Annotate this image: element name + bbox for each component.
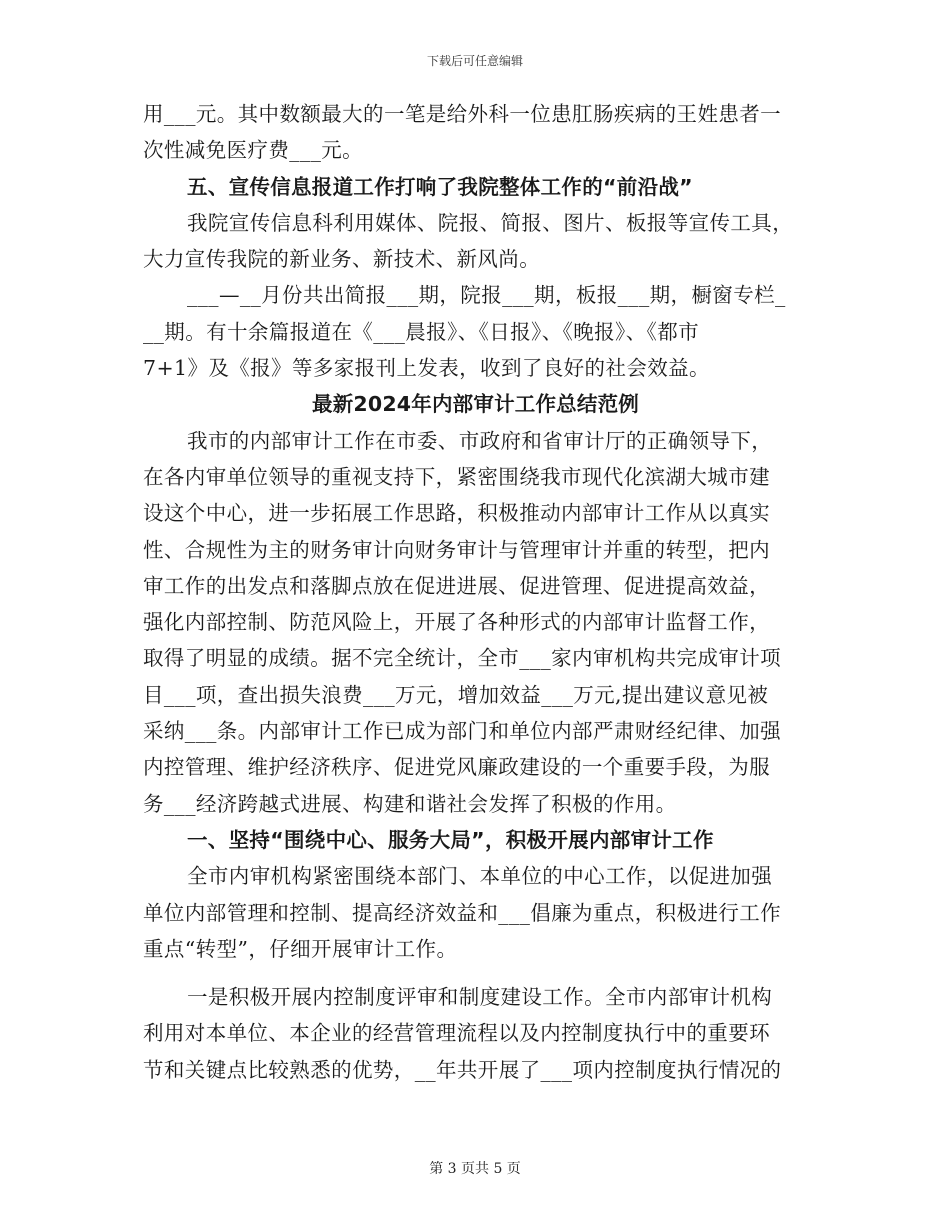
paragraph-line: 性、合规性为主的财务审计向财务审计与管理审计并重的转型，把内 <box>143 537 770 562</box>
paragraph-line: 我院宣传信息科利用媒体、院报、简报、图片、板报等宣传工具， <box>187 210 794 235</box>
paragraph-line: 采纳___条。内部审计工作已成为部门和单位内部严肃财经纪律、加强 <box>143 719 782 744</box>
paragraph-line: 大力宣传我院的新业务、新技术、新风尚。 <box>143 247 541 272</box>
paragraph-line: 内控管理、维护经济秩序、促进党风廉政建设的一个重要手段，为服 <box>143 755 770 780</box>
paragraph-line: __期。有十余篇报道在《___晨报》、《日报》、《晚报》、《都市 <box>143 319 700 344</box>
paragraph-line: 务___经济跨越式进展、构建和谐社会发挥了积极的作用。 <box>143 791 677 816</box>
paragraph-line: 我市的内部审计工作在市委、市政府和省审计厅的正确领导下， <box>187 428 773 453</box>
paragraph-line: 全市内审机构紧密围绕本部门、本单位的中心工作，以促进加强 <box>187 864 773 889</box>
document-body <box>143 96 808 1088</box>
paragraph-line: 强化内部控制、防范风险上，开展了各种形式的内部审计监督工作， <box>143 610 770 635</box>
paragraph-line: 审工作的出发点和落脚点放在促进进展、促进管理、促进提高效益， <box>143 573 770 598</box>
paragraph-line: 节和关键点比较熟悉的优势，__年共开展了___项内控制度执行情况的 <box>143 1057 782 1082</box>
paragraph-line: 单位内部管理和控制、提高经济效益和___倡廉为重点，积极进行工作 <box>143 900 782 925</box>
paragraph-line: ___—__月份共出简报___期，院报___期，板报___期，橱窗专栏_ <box>187 283 786 308</box>
page-header: 下载后可任意编辑 <box>426 54 523 68</box>
paragraph-line: 一是积极开展内控制度评审和制度建设工作。全市内部审计机构 <box>187 985 773 1010</box>
paragraph-line: 目___项，查出损失浪费___万元，增加效益___万元,提出建议意见被 <box>143 682 769 707</box>
section-heading: 一、坚持“围绕中心、服务大局”，积极开展内部审计工作 <box>187 827 714 852</box>
paragraph-line: 设这个中心，进一步拓展工作思路，积极推动内部审计工作从以真实 <box>143 501 770 526</box>
paragraph-line: 次性减免医疗费___元。 <box>143 138 364 163</box>
paragraph-line: 用___元。其中数额最大的一笔是给外科一位患肛肠疾病的王姓患者一 <box>143 102 782 126</box>
paragraph-line: 取得了明显的成绩。据不完全统计，全市___家内审机构共完成审计项 <box>143 646 782 671</box>
page-footer: 第 3 页共 5 页 <box>429 1161 521 1177</box>
section-heading: 五、宣传信息报道工作打响了我院整体工作的“前沿战” <box>187 174 693 199</box>
paragraph-line: 在各内审单位领导的重视支持下，紧密围绕我市现代化滨湖大城市建 <box>143 464 770 489</box>
paragraph-line: 利用对本单位、本企业的经营管理流程以及内控制度执行中的重要环 <box>143 1021 770 1046</box>
document-title: 最新2024年内部审计工作总结范例 <box>312 392 639 417</box>
paragraph-line: 重点“转型”，仔细开展审计工作。 <box>143 936 458 961</box>
paragraph-gap <box>143 967 808 979</box>
paragraph-line: 7+1》及《报》等多家报刊上发表，收到了良好的社会效益。 <box>143 356 710 381</box>
